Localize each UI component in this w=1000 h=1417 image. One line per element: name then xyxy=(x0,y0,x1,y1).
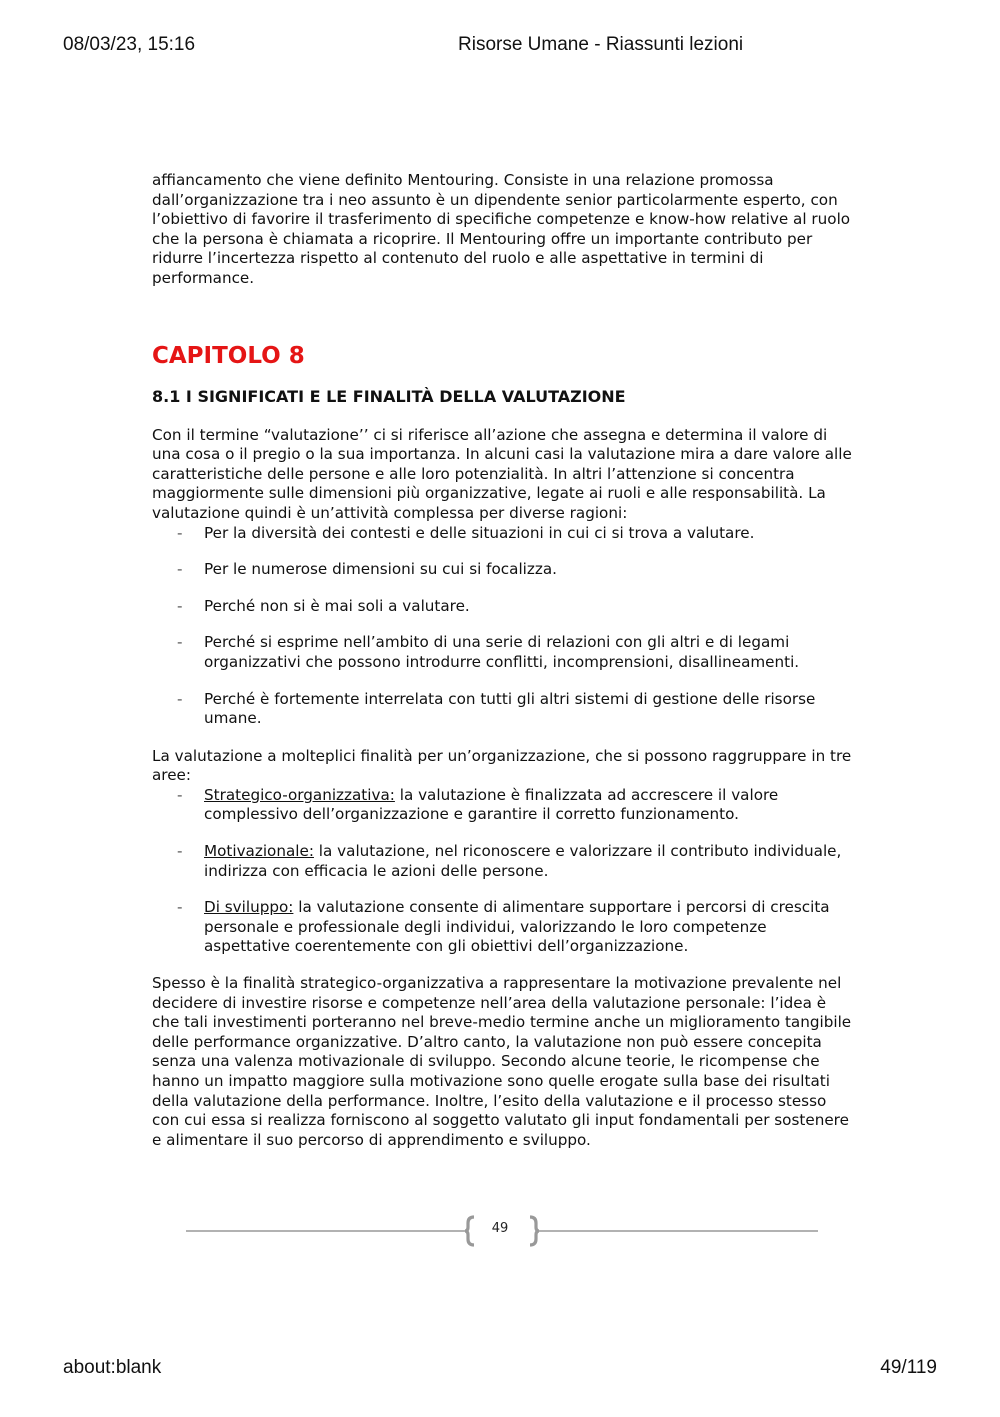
bullet-dash: - xyxy=(177,785,183,804)
paragraph-finalita: La valutazione a molteplici finalità per un’organizzazione, che si possono raggruppare in tre aree: xyxy=(152,746,852,785)
list-item xyxy=(152,524,852,544)
page-number: 49 xyxy=(491,1221,509,1236)
list-item-text: Perché è fortemente interrelata con tutti gli altri sistemi di gestione delle risorse umane. xyxy=(204,689,816,728)
document-body xyxy=(152,171,852,1150)
print-header xyxy=(63,34,937,58)
list-item xyxy=(152,633,852,672)
areas-list xyxy=(152,786,852,957)
list-item xyxy=(152,898,852,957)
print-page-count: 49/119 xyxy=(880,1357,937,1378)
print-datetime: 08/03/23, 15:16 xyxy=(63,34,196,55)
area-term: Strategico-organizzativa: xyxy=(204,785,395,804)
list-item xyxy=(152,597,852,617)
bullet-dash: - xyxy=(177,523,183,542)
intro-paragraph: affiancamento che viene definito Mentouring. Consiste in una relazione promossa dall’organizzazione tra i neo assunto è un dipendente senior particolarmente esperto, con l’obiettivo di favorire il trasferimento di specifiche competenze e know-how relative al ruolo che la persona è chiamata a ricoprire. Il Mentouring offre un importante contributo per ridurre l’incertezza rispetto al contenuto del ruolo e alle aspettative in termini di performance. xyxy=(152,171,851,287)
list-item-text: Perché si esprime nell’ambito di una serie di relazioni con gli altri e di legami organizzativi che possono introdurre conflitti, incomprensioni, disallineamenti. xyxy=(204,633,800,671)
list-item-text: Per le numerose dimensioni su cui si focalizza. xyxy=(204,560,557,579)
paragraph-valutazione-definition: Con il termine “valutazione’’ ci si riferisce all’azione che assegna e determina il valore di una cosa o il pregio o la sua importanza. In alcuni casi la valutazione mira a dare valore alle caratteristiche delle persone e alle loro potenzialità. In altri l’attenzione si concentra maggiormente sulle dimensioni più organizzative, legate ai ruoli e alle responsabilità. La valutazione quindi è un’attività complessa per diverse ragioni: xyxy=(152,425,852,522)
list-item-text: Perché non si è mai soli a valutare. xyxy=(204,596,470,615)
area-description: la valutazione è finalizzata ad accrescere il valore complessivo dell’organizzazione e garantire il corretto funzionamento. xyxy=(204,785,779,824)
chapter-title: CAPITOLO 8 xyxy=(152,342,305,369)
print-document-title: Risorse Umane - Riassunti lezioni xyxy=(458,34,744,55)
list-item xyxy=(152,786,852,825)
reasons-list xyxy=(152,524,852,729)
list-item xyxy=(152,560,852,580)
bracket-left xyxy=(465,1217,474,1245)
list-item xyxy=(152,690,852,729)
area-term: Motivazionale: xyxy=(204,842,314,861)
section-title: 8.1 I SIGNIFICATI E LE FINALITÀ DELLA VALUTAZIONE xyxy=(152,386,626,406)
area-term: Di sviluppo: xyxy=(204,898,294,917)
bullet-dash: - xyxy=(177,596,183,615)
bullet-dash: - xyxy=(177,689,183,708)
print-footer xyxy=(63,1357,937,1381)
area-description: la valutazione, nel riconoscere e valorizzare il contributo individuale, indirizza con efficacia le azioni delle persone. xyxy=(204,842,842,880)
bullet-dash: - xyxy=(177,898,183,917)
list-item-text: Per la diversità dei contesti e delle situazioni in cui ci si trova a valutare. xyxy=(204,523,755,542)
bullet-dash: - xyxy=(177,560,183,579)
print-url: about:blank xyxy=(63,1357,162,1378)
list-item xyxy=(152,842,852,881)
paragraph-strategic-motivation: Spesso è la finalità strategico-organizzativa a rappresentare la motivazione prevalente nel decidere di investire risorse e competenze nell’area della valutazione personale: l’idea è che tali investimenti porteranno nel breve-medio termine anche un miglioramento tangibile delle performance organizzative. D’altro canto, la valutazione non può essere concepita senza una valenza motivazionale di sviluppo. Secondo alcune teorie, le ricompense che hanno un impatto maggiore sulla motivazione sono quelle erogate sulla base dei risultati della valutazione della performance. Inoltre, l’esito della valutazione e il processo stesso con cui essa si realizza forniscono al soggetto valutato gli input fondamentali per sostenere e alimentare il suo percorso di apprendimento e sviluppo. xyxy=(152,974,852,1149)
bullet-dash: - xyxy=(177,842,183,861)
bullet-dash: - xyxy=(177,633,183,652)
area-description: la valutazione consente di alimentare supportare i percorsi di crescita personale e professionale degli individui, valorizzando le loro competenze aspettative coerentemente con gli obiettivi dell’organizzazione. xyxy=(204,898,830,956)
